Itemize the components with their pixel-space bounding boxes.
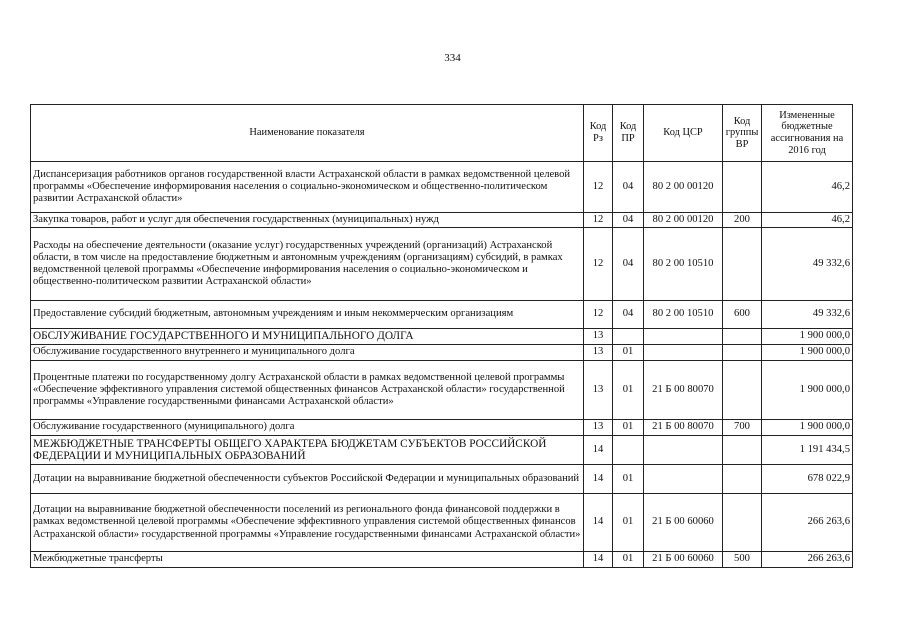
header-row xyxy=(31,105,853,162)
row-rz-cell: 13 xyxy=(584,420,613,436)
row-name-cell: МЕЖБЮДЖЕТНЫЕ ТРАНСФЕРТЫ ОБЩЕГО ХАРАКТЕРА БЮДЖЕТАМ СУБЪЕКТОВ РОССИЙСКОЙ ФЕДЕРАЦИИ И МУНИЦИПАЛЬНЫХ ОБРАЗОВАНИЙ xyxy=(31,436,584,465)
row-name-cell: Обслуживание государственного внутреннего и муниципального долга xyxy=(31,345,584,361)
row-rz-cell: 12 xyxy=(584,301,613,329)
row-pr-cell: 04 xyxy=(613,228,644,301)
row-csr-cell: 80 2 00 10510 xyxy=(644,301,723,329)
row-vr-cell: 500 xyxy=(723,552,762,568)
row-name-cell: Предоставление субсидий бюджетным, автономным учреждениям и иным некоммерческим организациям xyxy=(31,301,584,329)
row-name-cell: Межбюджетные трансферты xyxy=(31,552,584,568)
header-pr: Код ПР xyxy=(613,105,644,162)
header-name: Наименование показателя xyxy=(31,105,584,162)
row-pr-cell: 04 xyxy=(613,162,644,213)
row-sum-cell: 1 900 000,0 xyxy=(762,420,853,436)
header-vr: Код группы ВР xyxy=(723,105,762,162)
row-sum-cell: 1 900 000,0 xyxy=(762,329,853,345)
row-sum-cell: 1 900 000,0 xyxy=(762,345,853,361)
row-pr-cell: 04 xyxy=(613,301,644,329)
row-rz-cell: 14 xyxy=(584,436,613,465)
row-name-cell: Дотации на выравнивание бюджетной обеспеченности субъектов Российской Федерации и муниципальных образований xyxy=(31,465,584,494)
row-sum-cell: 678 022,9 xyxy=(762,465,853,494)
row-rz-cell: 12 xyxy=(584,162,613,213)
row-vr-cell: 700 xyxy=(723,420,762,436)
row-sum-cell: 46,2 xyxy=(762,162,853,213)
row-name-cell: ОБСЛУЖИВАНИЕ ГОСУДАРСТВЕННОГО И МУНИЦИПАЛЬНОГО ДОЛГА xyxy=(31,329,584,345)
table-row xyxy=(31,494,853,552)
row-vr-cell xyxy=(723,494,762,552)
row-csr-cell: 21 Б 00 80070 xyxy=(644,420,723,436)
row-pr-cell: 01 xyxy=(613,552,644,568)
table-row xyxy=(31,436,853,465)
row-rz-cell: 12 xyxy=(584,228,613,301)
row-rz-cell: 12 xyxy=(584,213,613,228)
row-name-cell: Обслуживание государственного (муниципального) долга xyxy=(31,420,584,436)
row-rz-cell: 14 xyxy=(584,494,613,552)
row-vr-cell xyxy=(723,361,762,420)
row-pr-cell: 01 xyxy=(613,420,644,436)
row-rz-cell: 14 xyxy=(584,465,613,494)
row-name-cell: Диспансеризация работников органов государственной власти Астраханской области в рамках ведомственной целевой программы «Обеспечение информирования населения о социально-экономическом и общественно-политическом развитии Астраханской области» xyxy=(31,162,584,213)
row-sum-cell: 49 332,6 xyxy=(762,228,853,301)
table-row xyxy=(31,162,853,213)
row-name-cell: Закупка товаров, работ и услуг для обеспечения государственных (муниципальных) нужд xyxy=(31,213,584,228)
table-row xyxy=(31,361,853,420)
row-csr-cell: 21 Б 00 80070 xyxy=(644,361,723,420)
row-vr-cell xyxy=(723,162,762,213)
row-csr-cell xyxy=(644,345,723,361)
row-csr-cell xyxy=(644,329,723,345)
row-csr-cell: 80 2 00 00120 xyxy=(644,213,723,228)
row-name-cell: Дотации на выравнивание бюджетной обеспеченности поселений из регионального фонда финансовой поддержки в рамках ведомственной целевой программы «Обеспечение эффективного управления системой общественных финансов Астраханской области» государственной программы «Управление государственными финансами Астраханской области» xyxy=(31,494,584,552)
row-sum-cell: 1 900 000,0 xyxy=(762,361,853,420)
page-number: 334 xyxy=(444,52,461,64)
header-sum: Измененные бюджетные ассигнования на 2016 год xyxy=(762,105,853,162)
table-row xyxy=(31,329,853,345)
header-csr: Код ЦСР xyxy=(644,105,723,162)
row-sum-cell: 266 263,6 xyxy=(762,494,853,552)
table-body xyxy=(31,162,853,568)
row-rz-cell: 13 xyxy=(584,329,613,345)
row-pr-cell: 01 xyxy=(613,494,644,552)
row-sum-cell: 1 191 434,5 xyxy=(762,436,853,465)
row-sum-cell: 266 263,6 xyxy=(762,552,853,568)
row-csr-cell xyxy=(644,436,723,465)
row-sum-cell: 49 332,6 xyxy=(762,301,853,329)
row-pr-cell: 04 xyxy=(613,213,644,228)
row-rz-cell: 13 xyxy=(584,345,613,361)
table-row xyxy=(31,228,853,301)
header-rz: Код Рз xyxy=(584,105,613,162)
row-vr-cell: 600 xyxy=(723,301,762,329)
row-csr-cell xyxy=(644,465,723,494)
row-csr-cell: 80 2 00 00120 xyxy=(644,162,723,213)
table-row xyxy=(31,345,853,361)
row-csr-cell: 80 2 00 10510 xyxy=(644,228,723,301)
row-pr-cell xyxy=(613,436,644,465)
row-pr-cell: 01 xyxy=(613,361,644,420)
row-csr-cell: 21 Б 00 60060 xyxy=(644,494,723,552)
row-name-cell: Расходы на обеспечение деятельности (оказание услуг) государственных учреждений (организаций) Астраханской области, в том числе на предоставление бюджетным и автономным учреждениям (организациям) субсидий, в рамках ведомственной целевой программы «Обеспечение информирования населения о социально-экономическом и общественно-политическом развитии Астраханской области» xyxy=(31,228,584,301)
table-row xyxy=(31,420,853,436)
row-pr-cell: 01 xyxy=(613,345,644,361)
budget-table xyxy=(30,104,853,568)
row-sum-cell: 46,2 xyxy=(762,213,853,228)
row-vr-cell xyxy=(723,436,762,465)
table-row xyxy=(31,213,853,228)
row-vr-cell xyxy=(723,465,762,494)
row-vr-cell xyxy=(723,329,762,345)
row-pr-cell: 01 xyxy=(613,465,644,494)
table-row xyxy=(31,552,853,568)
row-csr-cell: 21 Б 00 60060 xyxy=(644,552,723,568)
row-vr-cell: 200 xyxy=(723,213,762,228)
row-rz-cell: 13 xyxy=(584,361,613,420)
row-vr-cell xyxy=(723,228,762,301)
row-name-cell: Процентные платежи по государственному долгу Астраханской области в рамках ведомственной целевой программы «Обеспечение эффективного управления системой общественных финансов Астраханской области» государственной программы «Управление государственными финансами Астраханской области» xyxy=(31,361,584,420)
table-row xyxy=(31,465,853,494)
row-vr-cell xyxy=(723,345,762,361)
table-row xyxy=(31,301,853,329)
row-pr-cell xyxy=(613,329,644,345)
row-rz-cell: 14 xyxy=(584,552,613,568)
